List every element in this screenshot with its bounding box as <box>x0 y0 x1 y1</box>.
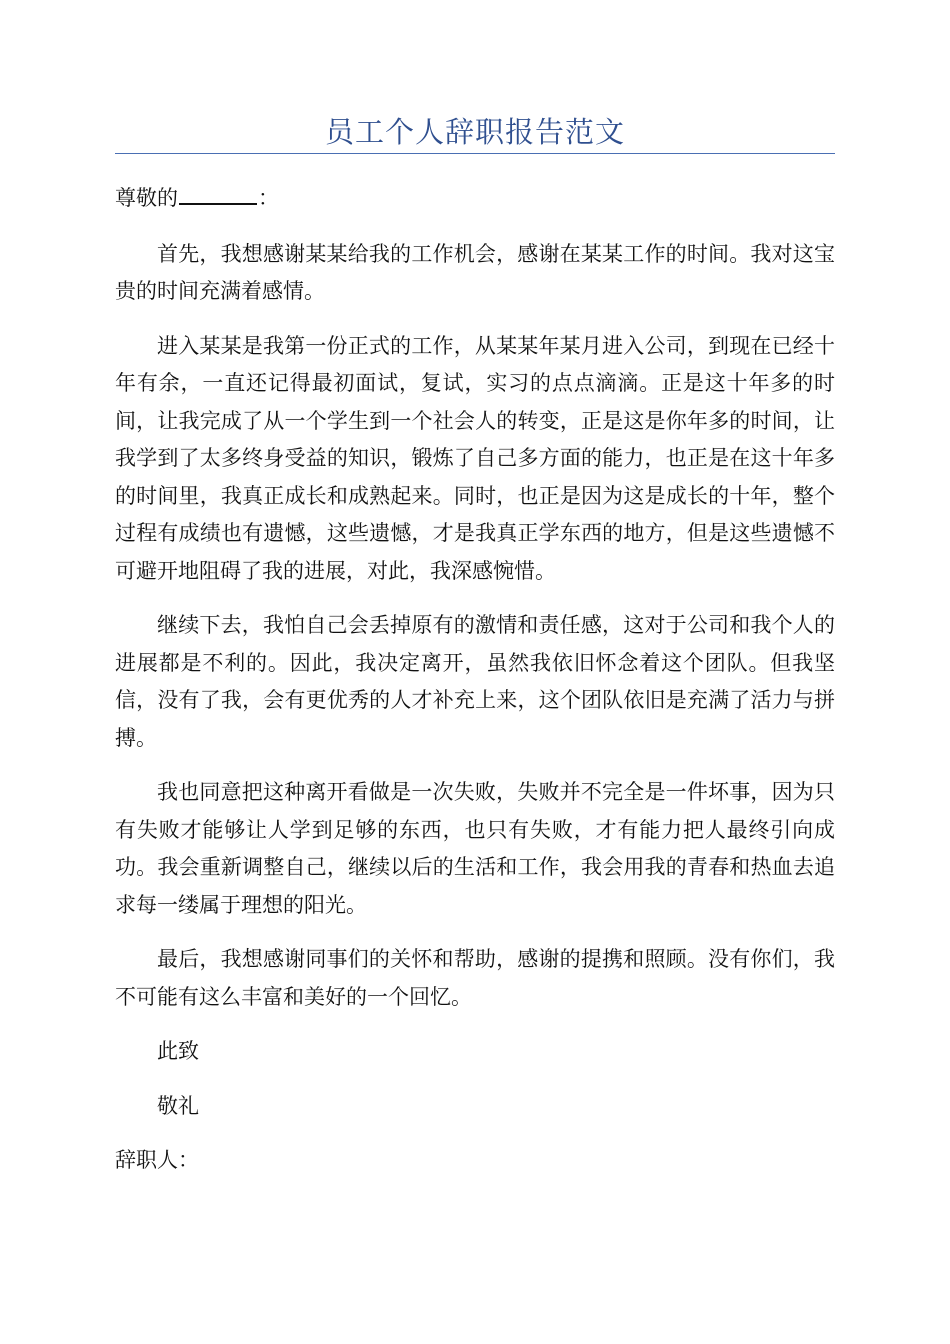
salutation-line <box>115 177 835 218</box>
title-underline <box>115 153 835 154</box>
paragraph-2: 进入某某是我第一份正式的工作，从某某年某月进入公司，到现在已经十年有余，一直还记得最初面试，复试，实习的点点滴滴。正是这十年多的时间，让我完成了从一个学生到一个社会人的转变，正是这是你年多的时间，让我学到了太多终身受益的知识，锻炼了自己多方面的能力，也正是在这十年多的时间里，我真正成长和成熟起来。同时，也正是因为这是成长的十年，整个过程有成绩也有遗憾，这些遗憾，才是我真正学东西的地方，但是这些遗憾不可避开地阻碍了我的进展，对此，我深感惋惜。 <box>115 333 835 583</box>
salutation-suffix: ： <box>258 186 279 210</box>
signature-line: 辞职人： <box>115 1148 199 1172</box>
paragraph-5: 最后，我想感谢同事们的关怀和帮助，感谢的提携和照顾。没有你们，我不可能有这么丰富和美好的一个回忆。 <box>115 947 835 1009</box>
salutation-prefix: 尊敬的 <box>115 186 178 210</box>
paragraph-1: 首先，我想感谢某某给我的工作机会，感谢在某某工作的时间。我对这宝贵的时间充满着感情。 <box>115 241 835 303</box>
paragraph-3: 继续下去，我怕自己会丢掉原有的激情和责任感，这对于公司和我个人的进展都是不利的。因此，我决定离开，虽然我依旧怀念着这个团队。但我坚信，没有了我，会有更优秀的人才补充上来，这个团队依旧是充满了活力与拼搏。 <box>115 613 835 750</box>
document-title: 员工个人辞职报告范文 <box>324 115 625 149</box>
recipient-blank <box>179 177 257 205</box>
closing-cizhi: 此致 <box>157 1039 199 1063</box>
paragraph-4: 我也同意把这种离开看做是一次失败，失败并不完全是一件坏事，因为只有失败才能够让人学到足够的东西，也只有失败，才有能力把人最终引向成功。我会重新调整自己，继续以后的生活和工作，我会用我的青春和热血去追求每一缕属于理想的阳光。 <box>115 780 835 917</box>
closing-jingli: 敬礼 <box>157 1093 199 1118</box>
document-body <box>115 177 835 1197</box>
